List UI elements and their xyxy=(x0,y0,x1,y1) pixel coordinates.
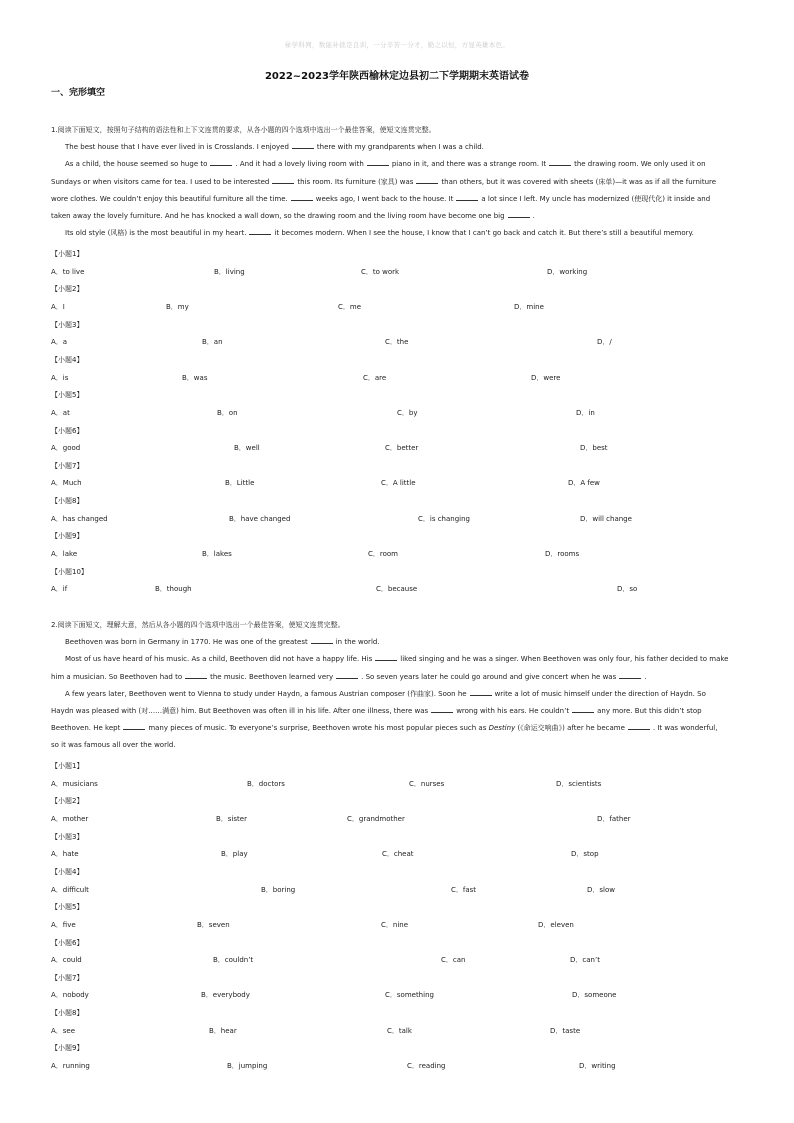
answer-blank[interactable] xyxy=(628,723,650,730)
answer-option-b[interactable]: B．well xyxy=(234,444,260,453)
answer-option-b[interactable]: B．play xyxy=(221,850,248,859)
answer-blank[interactable] xyxy=(185,672,207,679)
answer-blank[interactable] xyxy=(291,194,313,201)
answer-blank[interactable] xyxy=(272,177,294,184)
answer-option-d[interactable]: D．slow xyxy=(587,885,615,894)
answer-blank[interactable] xyxy=(375,654,397,661)
answer-option-a[interactable]: A．musicians xyxy=(51,779,98,788)
answer-option-d[interactable]: D．father xyxy=(597,814,631,823)
answer-blank[interactable] xyxy=(431,706,453,713)
answer-option-d[interactable]: D．someone xyxy=(572,991,617,1000)
answer-option-b[interactable]: B．couldn’t xyxy=(213,956,254,965)
answer-option-d[interactable]: D．so xyxy=(617,585,638,594)
passage-line: Beethoven was born in Germany in 1770. He was one of the greatest in the world. xyxy=(65,638,380,647)
answer-option-c[interactable]: C．the xyxy=(385,338,409,347)
answer-option-d[interactable]: D．working xyxy=(547,267,588,276)
answer-option-d[interactable]: D．mine xyxy=(514,302,544,311)
answer-option-d[interactable]: D．will change xyxy=(580,514,632,523)
answer-blank[interactable] xyxy=(572,706,594,713)
answer-option-a[interactable]: A．I xyxy=(51,302,65,311)
passage-line: The best house that I have ever lived in is Crosslands. I enjoyed there with my grandparents when I was a child. xyxy=(65,143,484,152)
answer-blank[interactable] xyxy=(508,211,530,218)
sub-question-label: 【小题6】 xyxy=(51,938,84,947)
answer-option-b[interactable]: B．doctors xyxy=(247,779,285,788)
passage-line: Haydn was pleased with (对……满意) him. But Beethoven was often ill in his life. After one illness, there was wrong with his ears. He couldn’t any more. But this didn’t stop xyxy=(51,707,702,716)
answer-blank[interactable] xyxy=(367,159,389,166)
sub-question-label: 【小题2】 xyxy=(51,797,84,806)
page-title: 2022~2023学年陕西榆林定边县初二下学期期末英语试卷 xyxy=(264,71,530,82)
section-heading: 一、完形填空 xyxy=(51,88,106,98)
answer-option-c[interactable]: C．to work xyxy=(361,267,400,276)
answer-option-c[interactable]: C．is changing xyxy=(418,514,470,523)
answer-option-a[interactable]: A．is xyxy=(51,373,69,382)
answer-blank[interactable] xyxy=(470,689,492,696)
answer-option-d[interactable]: D．best xyxy=(580,444,608,453)
answer-option-a[interactable]: A．five xyxy=(51,920,76,929)
answer-option-a[interactable]: A．mother xyxy=(51,814,89,823)
answer-option-a[interactable]: A．nobody xyxy=(51,991,89,1000)
passage-line: Beethoven. He kept many pieces of music. To everyone’s surprise, Beethoven wrote his most popular pieces such as Destiny (《命运交响曲》) after he became . It was wonderful, xyxy=(51,724,718,733)
answer-option-a[interactable]: A．running xyxy=(51,1062,90,1070)
answer-option-b[interactable]: B．jumping xyxy=(227,1062,268,1070)
sub-question-label: 【小题5】 xyxy=(51,903,84,912)
sub-question-label: 【小题6】 xyxy=(51,426,84,435)
passage-line: Most of us have heard of his music. As a child, Beethoven did not have a happy life. His liked singing and he was a singer. When Beethoven was only four, his father decided to make xyxy=(65,655,729,664)
answer-option-a[interactable]: A．if xyxy=(51,585,68,594)
question-1-instruction: 1.阅读下面短文，按照句子结构的语法性和上下文连贯的要求，从各小题的四个选项中选出一个最佳答案，使短文连贯完整。 xyxy=(51,126,436,134)
sub-question-label: 【小题9】 xyxy=(51,1044,84,1053)
answer-option-b[interactable]: B．my xyxy=(166,302,189,311)
answer-option-c[interactable]: C．grandmother xyxy=(347,814,405,823)
answer-option-a[interactable]: A．at xyxy=(51,408,70,417)
answer-option-d[interactable]: D．in xyxy=(576,408,595,417)
passage-line: Sundays or when visitors came for tea. I used to be interested this room. Its furniture (家具) was than others, but it was covered with sheets (床单)—it was as if all the furniture xyxy=(51,177,717,186)
answer-option-a[interactable]: A．good xyxy=(51,444,81,453)
passage-line: him a musician. So Beethoven had to the music. Beethoven learned very . So seven years later he could go around and give concert when he was . xyxy=(51,672,647,681)
passage-line: wore clothes. We couldn’t enjoy this beautiful furniture all the time. weeks ago, I went back to the house. It a lot since I left. My uncle has modernized (使现代化) it inside and xyxy=(51,194,711,203)
question-1-passage xyxy=(51,122,741,242)
passage-line: As a child, the house seemed so huge to . And it had a lovely living room with piano in it, and there was a strange room. It the drawing room. We only used it on xyxy=(65,160,706,169)
answer-blank[interactable] xyxy=(416,177,438,184)
sub-question-label: 【小题8】 xyxy=(51,497,84,506)
answer-option-c[interactable]: C．reading xyxy=(407,1062,446,1070)
answer-option-d[interactable]: D．A few xyxy=(568,479,600,488)
question-2-passage xyxy=(51,617,741,755)
answer-option-c[interactable]: C．by xyxy=(397,408,418,417)
answer-option-b[interactable]: B．everybody xyxy=(201,991,250,1000)
answer-blank[interactable] xyxy=(549,159,571,166)
answer-option-c[interactable]: C．because xyxy=(376,585,418,594)
answer-blank[interactable] xyxy=(336,672,358,679)
answer-option-d[interactable]: D．can’t xyxy=(570,956,600,965)
answer-blank[interactable] xyxy=(292,142,314,149)
answer-option-c[interactable]: C．me xyxy=(338,302,362,311)
sub-question-label: 【小题7】 xyxy=(51,973,84,982)
answer-option-c[interactable]: C．nurses xyxy=(409,779,445,788)
answer-option-c[interactable]: C．can xyxy=(441,956,466,965)
passage-line: taken away the lovely furniture. And he has knocked a wall down, so the drawing room and the living room have become one big . xyxy=(51,212,535,221)
answer-option-b[interactable]: B．lakes xyxy=(202,550,232,558)
sub-question-label: 【小题10】 xyxy=(51,567,88,576)
answer-option-b[interactable]: B．seven xyxy=(197,920,230,929)
sub-question-label: 【小题1】 xyxy=(51,762,84,770)
answer-option-c[interactable]: C．something xyxy=(385,991,434,1000)
answer-option-a[interactable]: A．difficult xyxy=(51,885,89,894)
answer-option-d[interactable]: D．rooms xyxy=(545,550,580,558)
sub-question-label: 【小题1】 xyxy=(51,250,84,258)
answer-option-c[interactable]: C．talk xyxy=(387,1026,412,1035)
answer-blank[interactable] xyxy=(249,228,271,235)
answer-option-a[interactable]: A．has changed xyxy=(51,514,108,523)
answer-option-d[interactable]: D．were xyxy=(531,373,561,382)
answer-blank[interactable] xyxy=(311,637,333,644)
sub-question-label: 【小题8】 xyxy=(51,1009,84,1018)
passage-line: Its old style (风格) is the most beautiful in my heart. it becomes modern. When I see the house, I know that I can’t go back and catch it. But there’s still a beautiful memory. xyxy=(65,229,694,238)
answer-option-c[interactable]: C．fast xyxy=(451,885,477,894)
sub-question-label: 【小题4】 xyxy=(51,867,84,876)
answer-blank[interactable] xyxy=(619,672,641,679)
answer-option-a[interactable]: A．a xyxy=(51,338,68,347)
answer-option-c[interactable]: C．nine xyxy=(381,920,409,929)
answer-option-b[interactable]: B．sister xyxy=(216,814,247,823)
answer-option-a[interactable]: A．see xyxy=(51,1026,76,1035)
passage-line: A few years later, Beethoven went to Vienna to study under Haydn, a famous Austrian composer (作曲家). Soon he write a lot of music himself under the direction of Haydn. So xyxy=(65,689,706,698)
answer-option-d[interactable]: D．eleven xyxy=(538,920,574,929)
answer-option-a[interactable]: A．to live xyxy=(51,267,85,276)
sub-question-label: 【小题2】 xyxy=(51,285,84,294)
answer-option-b[interactable]: B．though xyxy=(155,585,192,594)
sub-question-label: 【小题7】 xyxy=(51,461,84,470)
answer-option-b[interactable]: B．was xyxy=(182,373,208,382)
answer-option-d[interactable]: D．taste xyxy=(550,1026,581,1035)
sub-question-label: 【小题9】 xyxy=(51,532,84,541)
answer-option-c[interactable]: C．A little xyxy=(381,479,416,488)
sub-question-label: 【小题5】 xyxy=(51,391,84,400)
answer-option-b[interactable]: B．have changed xyxy=(229,514,291,523)
answer-option-b[interactable]: B．an xyxy=(202,338,223,347)
answer-option-b[interactable]: B．hear xyxy=(209,1026,237,1035)
sub-question-label: 【小题3】 xyxy=(51,320,84,329)
answer-option-a[interactable]: A．could xyxy=(51,956,82,965)
sub-question-label: 【小题4】 xyxy=(51,355,84,364)
answer-option-c[interactable]: C．better xyxy=(385,444,419,453)
answer-option-a[interactable]: A．Much xyxy=(51,479,82,488)
answer-option-d[interactable]: D．stop xyxy=(571,850,599,859)
answer-option-d[interactable]: D．/ xyxy=(597,338,612,347)
sub-question-label: 【小题3】 xyxy=(51,832,84,841)
answer-blank[interactable] xyxy=(456,194,478,201)
answer-option-c[interactable]: C．room xyxy=(368,550,398,558)
answer-option-d[interactable]: D．writing xyxy=(579,1062,616,1070)
answer-option-b[interactable]: B．boring xyxy=(261,885,296,894)
answer-option-b[interactable]: B．living xyxy=(214,267,245,276)
answer-option-a[interactable]: A．lake xyxy=(51,550,78,558)
answer-option-b[interactable]: B．on xyxy=(217,408,238,417)
answer-option-c[interactable]: C．cheat xyxy=(382,850,414,859)
answer-blank[interactable] xyxy=(123,723,145,730)
watermark-text: ㊙学科网，数能补拙是良训，一分辛苦一分才，勤之以恒，方显英雄本色。 xyxy=(284,41,510,49)
answer-option-a[interactable]: A．hate xyxy=(51,850,79,859)
answer-blank[interactable] xyxy=(210,159,232,166)
answer-option-b[interactable]: B．Little xyxy=(225,479,255,488)
answer-option-c[interactable]: C．are xyxy=(363,373,387,382)
answer-option-d[interactable]: D．scientists xyxy=(556,779,602,788)
passage-line: so it was famous all over the world. xyxy=(51,741,176,750)
question-2-instruction: 2.阅读下面短文，理解大意，然后从各小题的四个选项中选出一个最佳答案，使短文连贯完整。 xyxy=(51,621,345,629)
